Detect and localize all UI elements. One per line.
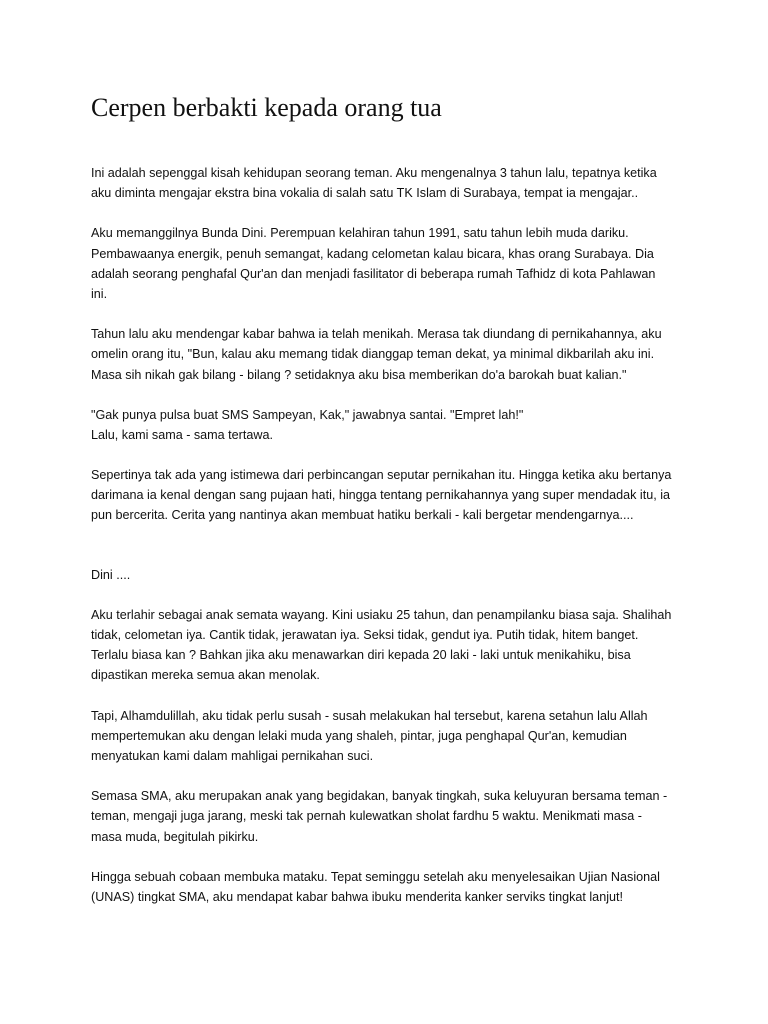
text-line: Aku terlahir sebagai anak semata wayang. Kini usiaku 25 tahun, dan penampilanku biasa saja. Shalihah bbox=[91, 607, 672, 622]
paragraph bbox=[91, 465, 691, 526]
paragraph bbox=[91, 565, 691, 585]
text-line: darimana ia kenal dengan sang pujaan hati, hingga tentang pernikahannya yang super mendadak itu, ia bbox=[91, 488, 671, 503]
text-line: ini. bbox=[91, 286, 108, 301]
document-body bbox=[91, 163, 691, 927]
paragraph bbox=[91, 786, 691, 847]
paragraph bbox=[91, 605, 691, 686]
text-line: Hingga sebuah cobaan membuka mataku. Tepat seminggu setelah aku menyelesaikan Ujian Nasional bbox=[91, 869, 660, 884]
text-line: dipastikan mereka semua akan menolak. bbox=[91, 668, 320, 683]
text-line: Aku memanggilnya Bunda Dini. Perempuan kelahiran tahun 1991, satu tahun lebih muda dariku. bbox=[91, 226, 629, 241]
text-line: teman, mengaji juga jarang, meski tak pernah kulewatkan sholat fardhu 5 waktu. Menikmati masa - bbox=[91, 809, 642, 824]
paragraph bbox=[91, 163, 691, 203]
text-line: Sepertinya tak ada yang istimewa dari perbincangan seputar pernikahan itu. Hingga ketika aku bertanya bbox=[91, 468, 672, 483]
text-line: omelin orang itu, "Bun, kalau aku memang tidak dianggap teman dekat, ya minimal dikbarilah aku ini. bbox=[91, 347, 655, 362]
text-line: Ini adalah sepenggal kisah kehidupan seorang teman. Aku mengenalnya 3 tahun lalu, tepatnya ketika bbox=[91, 166, 657, 180]
text-line: Lalu, kami sama - sama tertawa. bbox=[91, 427, 273, 442]
text-line: tidak, celometan iya. Cantik tidak, jerawatan iya. Seksi tidak, gendut iya. Putih tidak, hitem banget. bbox=[91, 628, 639, 642]
text-line: Tahun lalu aku mendengar kabar bahwa ia telah menikah. Merasa tak diundang di pernikahannya, aku bbox=[91, 327, 662, 342]
paragraph bbox=[91, 706, 691, 767]
text-line: Dini .... bbox=[91, 567, 131, 582]
text-line: masa muda, begitulah pikirku. bbox=[91, 829, 259, 844]
text-line: (UNAS) tingkat SMA, aku mendapat kabar bahwa ibuku menderita kanker serviks tingkat lanjut! bbox=[91, 889, 623, 904]
text-line: Tapi, Alhamdulillah, aku tidak perlu susah - susah melakukan hal tersebut, karena setahun lalu Allah bbox=[91, 708, 648, 723]
text-line: menyatukan kami dalam mahligai pernikahan suci. bbox=[91, 748, 374, 763]
text-line: mempertemukan aku dengan lelaki muda yang shaleh, pintar, juga penghapal Qur'an, kemudian bbox=[91, 728, 627, 743]
paragraph bbox=[91, 324, 691, 385]
text-line: Pembawaanya energik, penuh semangat, kadang celometan kalau bicara, khas orang Surabaya. Dia bbox=[91, 246, 654, 261]
text-line: Masa sih nikah gak bilang - bilang ? setidaknya aku bisa memberikan do'a barokah buat kalian." bbox=[91, 367, 627, 382]
paragraph bbox=[91, 405, 691, 445]
text-line: aku diminta mengajar ekstra bina vokalia di salah satu TK Islam di Surabaya, tempat ia mengajar.. bbox=[91, 186, 639, 201]
text-line: pun bercerita. Cerita yang nantinya akan membuat hatiku berkali - kali bergetar mendengarnya.... bbox=[91, 508, 634, 523]
text-line: Semasa SMA, aku merupakan anak yang begidakan, banyak tingkah, suka keluyuran bersama teman - bbox=[91, 789, 668, 804]
text-line: "Gak punya pulsa buat SMS Sampeyan, Kak," jawabnya santai. "Empret lah!" bbox=[91, 407, 524, 422]
document-title: Cerpen berbakti kepada orang tua bbox=[91, 93, 442, 122]
text-line: adalah seorang penghafal Qur'an dan menjadi fasilitator di beberapa rumah Tafhidz di kota Pahlawan bbox=[91, 266, 656, 281]
text-line: Terlalu biasa kan ? Bahkan jika aku menawarkan diri kepada 20 laki - laki untuk menikahiku, bisa bbox=[91, 648, 631, 663]
paragraph bbox=[91, 867, 691, 907]
paragraph bbox=[91, 223, 691, 304]
